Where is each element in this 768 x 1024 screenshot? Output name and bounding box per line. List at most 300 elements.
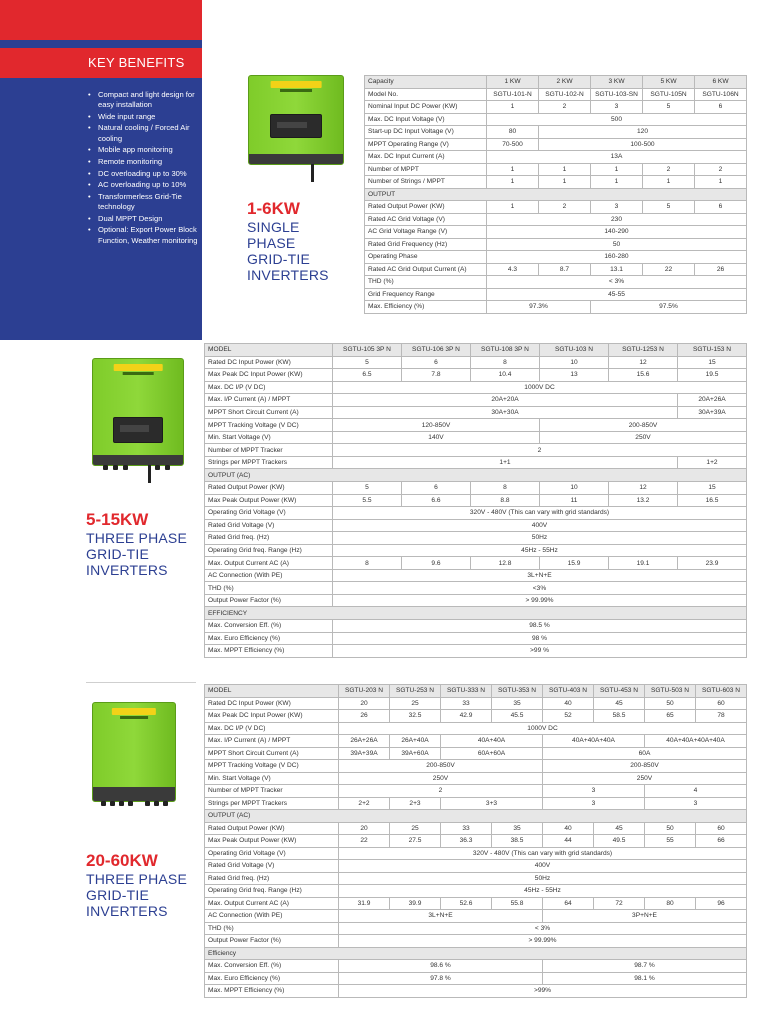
value-cell: 20 [339,697,390,710]
value-cell: 38.5 [492,835,543,848]
value-cell: 200-850V [339,760,543,773]
value-cell: 250V [543,772,747,785]
value-cell: 27.5 [390,835,441,848]
table-row [205,760,747,773]
value-cell: SGTU-108 3P N [471,344,540,357]
table-row [365,276,747,289]
value-cell: >99% [339,985,747,998]
row-label-cell: Output Power Factor (%) [205,594,333,607]
row-label-cell: Max. MPPT Efficiency (%) [205,985,339,998]
table-row [205,519,747,532]
section2-subtitle-line: THREE PHASE [86,530,187,546]
value-cell: 45.5 [492,710,543,723]
table-row [205,569,747,582]
table-row [205,785,747,798]
benefit-item: • Optional: Export Power Block Function, Weather monitoring [88,225,202,245]
row-label-cell: Strings per MPPT Trackers [205,797,339,810]
value-cell: 250V [339,772,543,785]
value-cell: 97.8 % [339,972,543,985]
table-row [205,910,747,923]
value-cell: 12 [609,356,678,369]
value-cell: 250V [540,431,747,444]
value-cell: 1 [695,176,747,189]
value-cell: 35 [492,697,543,710]
row-label-cell: Output Power Factor (%) [205,935,339,948]
value-cell: 2 [539,101,591,114]
table-row [205,507,747,520]
value-cell: 4.3 [487,263,539,276]
value-cell: 13A [487,151,747,164]
value-cell: 3L+N+E [339,910,543,923]
table-row [205,835,747,848]
row-label-cell: Grid Frequency Range [365,288,487,301]
row-label-cell: Max. DC Input Voltage (V) [365,113,487,126]
section-header-cell: OUTPUT (AC) [205,810,747,823]
section1-subtitle-line: SINGLE [247,219,300,235]
display-screen [113,417,163,443]
value-cell: 19.1 [609,557,678,570]
connector [113,465,118,470]
row-label-cell: Model No. [365,88,487,101]
connector [128,801,133,806]
table-row [205,735,747,748]
table-row [365,163,747,176]
value-cell: 26A+40A [390,735,441,748]
section1-subtitle-line: GRID-TIE [247,251,311,267]
table-row [205,797,747,810]
value-cell: 3 [591,201,643,214]
value-cell: SGTU-203 N [339,685,390,698]
row-label-cell: Start-up DC Input Voltage (V) [365,126,487,139]
value-cell: 33 [441,822,492,835]
table-row [205,747,747,760]
value-cell: 39A+60A [390,747,441,760]
value-cell: 30A+39A [678,406,747,419]
table-row [365,151,747,164]
value-cell: SGTU-106 3P N [402,344,471,357]
value-cell: <3% [333,582,747,595]
row-label-cell: Rated Grid freq. (Hz) [205,532,333,545]
value-cell: 52 [543,710,594,723]
row-label-cell: Nominal Input DC Power (KW) [365,101,487,114]
value-cell: 39A+39A [339,747,390,760]
value-cell: 40A+40A+40A [543,735,645,748]
row-label-cell: MPPT Operating Range (V) [365,138,487,151]
value-cell: 33 [441,697,492,710]
benefit-item: • DC overloading up to 30% [88,169,202,179]
value-cell: 40 [543,822,594,835]
value-cell: SGTU-101-N [487,88,539,101]
table-row [205,494,747,507]
value-cell: 50 [645,822,696,835]
value-cell: SGTU-333 N [441,685,492,698]
brand-tagline [280,89,312,92]
connector [101,801,106,806]
table-row [205,469,747,482]
value-cell: 40A+40A+40A+40A [645,735,747,748]
row-label-cell: Number of MPPT Tracker [205,785,339,798]
value-cell: 3 [645,797,747,810]
section1-subtitle-line: INVERTERS [247,267,329,283]
table-row [365,226,747,239]
table-row [205,482,747,495]
value-cell: 6 KW [695,76,747,89]
section3-heading [86,851,187,919]
value-cell: 45-55 [487,288,747,301]
table-row [205,960,747,973]
row-label-cell: AC Connection (With PE) [205,910,339,923]
value-cell: 35 [492,822,543,835]
value-cell: 1 [487,163,539,176]
table-row [205,822,747,835]
value-cell: 55.8 [492,897,543,910]
row-label-cell: Max. Euro Efficiency (%) [205,972,339,985]
value-cell: 140V [333,431,540,444]
value-cell: SGTU-105 3P N [333,344,402,357]
table-row [205,620,747,633]
value-cell: 8 [471,482,540,495]
value-cell: 42.9 [441,710,492,723]
row-label-cell: Rated DC Input Power (KW) [205,356,333,369]
value-cell: 20A+26A [678,394,747,407]
table-row [205,810,747,823]
value-cell: 1000V DC [339,722,747,735]
value-cell: < 3% [339,922,747,935]
table-row [365,263,747,276]
benefit-item: • Mobile app monitoring [88,145,202,155]
value-cell: 6.6 [402,494,471,507]
row-label-cell: Rated AC Grid Voltage (V) [365,213,487,226]
spec-table-1-6kw [364,75,747,314]
row-label-cell: Max Peak Output Power (KW) [205,494,333,507]
three-phase-inverter-20-60kw-image [92,702,176,802]
value-cell: 16.5 [678,494,747,507]
row-label-cell: Max. Euro Efficiency (%) [205,632,333,645]
table-row [205,632,747,645]
value-cell: 15.6 [609,369,678,382]
value-cell: SGTU-1253 N [609,344,678,357]
value-cell: SGTU-103 N [540,344,609,357]
value-cell: 22 [643,263,695,276]
row-label-cell: MPPT Tracking Voltage (V DC) [205,760,339,773]
table-row [205,456,747,469]
table-row [205,697,747,710]
value-cell: 8.7 [539,263,591,276]
value-cell: 96 [696,897,747,910]
row-label-cell: Number of MPPT [365,163,487,176]
value-cell: 36.3 [441,835,492,848]
table-row [205,885,747,898]
value-cell: 15.9 [540,557,609,570]
connector [154,801,159,806]
row-label-cell: Max Peak Output Power (KW) [205,835,339,848]
value-cell: SGTU-453 N [594,685,645,698]
value-cell: 45 [594,697,645,710]
display-screen [270,114,323,138]
value-cell: 65 [645,710,696,723]
value-cell: SGTU-353 N [492,685,543,698]
value-cell: SGTU-106N [695,88,747,101]
connector [145,801,150,806]
value-cell: 2 [339,785,543,798]
section3-power-range: 20-60KW [86,851,158,870]
row-label-cell: THD (%) [205,582,333,595]
table-row [205,419,747,432]
value-cell: 3L+N+E [333,569,747,582]
section3-subtitle-line: GRID-TIE [86,887,150,903]
value-cell: SGTU-103-SN [591,88,643,101]
value-cell: 400V [333,519,747,532]
row-label-cell: Max. Conversion Eff. (%) [205,620,333,633]
value-cell: 45Hz - 55Hz [333,544,747,557]
value-cell: 25 [390,697,441,710]
value-cell: 15 [678,356,747,369]
table-row [205,872,747,885]
value-cell: 98.1 % [543,972,747,985]
connector [123,465,128,470]
table-row [205,645,747,658]
section2-subtitle-line: INVERTERS [86,562,168,578]
value-cell: 55 [645,835,696,848]
value-cell: 60A [543,747,747,760]
row-label-cell: MODEL [205,685,339,698]
value-cell: 200-850V [543,760,747,773]
value-cell: 58.5 [594,710,645,723]
table-row [365,76,747,89]
row-label-cell: Capacity [365,76,487,89]
row-label-cell: Max. Efficiency (%) [365,301,487,314]
value-cell: 3P+N+E [543,910,747,923]
connector [163,801,168,806]
single-phase-inverter-image [248,75,344,165]
key-benefits-title: KEY BENEFITS [88,55,185,70]
value-cell: 30A+30A [333,406,678,419]
table-row [365,188,747,201]
table-row [205,897,747,910]
value-cell: 400V [339,860,747,873]
value-cell: 78 [696,710,747,723]
value-cell: 100-500 [539,138,747,151]
benefit-item: • AC overloading up to 10% [88,180,202,190]
value-cell: 13.2 [609,494,678,507]
section-header-cell: OUTPUT [365,188,747,201]
row-label-cell: Max. Output Current AC (A) [205,897,339,910]
table-row [205,685,747,698]
benefit-item: • Transformerless Grid-Tie technology [88,192,202,212]
value-cell: SGTU-253 N [390,685,441,698]
value-cell: 2 [643,163,695,176]
row-label-cell: Rated Grid Voltage (V) [205,860,339,873]
table-row [205,381,747,394]
value-cell: 1 KW [487,76,539,89]
table-row [205,544,747,557]
value-cell: 10 [540,482,609,495]
table-row [205,947,747,960]
value-cell: 98 % [333,632,747,645]
value-cell: 6.5 [333,369,402,382]
value-cell: 5.5 [333,494,402,507]
table-row [205,356,747,369]
value-cell: 20A+20A [333,394,678,407]
table-row [205,860,747,873]
row-label-cell: Max. Conversion Eff. (%) [205,960,339,973]
row-label-cell: Max. DC I/P (V DC) [205,722,339,735]
table-row [365,138,747,151]
value-cell: SGTU-503 N [645,685,696,698]
value-cell: 8 [471,356,540,369]
value-cell: 320V - 480V (This can vary with grid standards) [333,507,747,520]
value-cell: 50Hz [339,872,747,885]
row-label-cell: Max Peak DC Input Power (KW) [205,710,339,723]
value-cell: 97.3% [487,301,591,314]
value-cell: 5 [333,356,402,369]
section1-heading [247,199,329,283]
value-cell: 2 KW [539,76,591,89]
value-cell: 4 [645,785,747,798]
value-cell: 6 [402,482,471,495]
row-label-cell: Rated Grid Frequency (Hz) [365,238,487,251]
value-cell: 50 [645,697,696,710]
row-label-cell: Operating Grid freq. Range (Hz) [205,885,339,898]
row-label-cell: Rated Output Power (KW) [365,201,487,214]
value-cell: 1 [539,176,591,189]
row-label-cell: Rated Grid Voltage (V) [205,519,333,532]
table-row [205,607,747,620]
section1-power-range: 1-6KW [247,199,300,218]
value-cell: 1+1 [333,456,678,469]
table-row [205,772,747,785]
value-cell: 19.5 [678,369,747,382]
value-cell: SGTU-102-N [539,88,591,101]
value-cell: 2 [539,201,591,214]
table-row [365,201,747,214]
value-cell: 98.6 % [339,960,543,973]
value-cell: SGTU-403 N [543,685,594,698]
row-label-cell: MPPT Short Circuit Current (A) [205,406,333,419]
value-cell: 60 [696,822,747,835]
value-cell: 98.5 % [333,620,747,633]
table-row [205,532,747,545]
row-label-cell: Number of MPPT Tracker [205,444,333,457]
table-row [205,922,747,935]
cable [311,164,314,182]
row-label-cell: THD (%) [365,276,487,289]
table-row [365,126,747,139]
value-cell: 31.9 [339,897,390,910]
table-row [365,238,747,251]
table-row [205,431,747,444]
value-cell: 11 [540,494,609,507]
three-phase-inverter-5-15kw-image [92,358,184,466]
value-cell: 50Hz [333,532,747,545]
value-cell: 12 [609,482,678,495]
benefit-item: • Remote monitoring [88,157,202,167]
value-cell: 1 [487,176,539,189]
value-cell: 60 [696,697,747,710]
value-cell: 2 [695,163,747,176]
table-row [365,88,747,101]
value-cell: 2 [333,444,747,457]
section-header-cell: Efficiency [205,947,747,960]
value-cell: 10 [540,356,609,369]
value-cell: 6 [695,201,747,214]
value-cell: 26 [695,263,747,276]
value-cell: 6 [402,356,471,369]
value-cell: 120 [539,126,747,139]
value-cell: 2+2 [339,797,390,810]
value-cell: 160-280 [487,251,747,264]
value-cell: 1000V DC [333,381,747,394]
value-cell: 70-500 [487,138,539,151]
connector [110,801,115,806]
value-cell: 3 [591,101,643,114]
value-cell: > 99.99% [339,935,747,948]
table-row [205,344,747,357]
inverter-base [93,787,175,801]
divider [86,682,196,683]
row-label-cell: Max. MPPT Efficiency (%) [205,645,333,658]
cable [148,465,151,483]
row-label-cell: Operating Grid Voltage (V) [205,847,339,860]
brand-logo [271,81,322,88]
row-label-cell: Max Peak DC Input Power (KW) [205,369,333,382]
value-cell: 49.5 [594,835,645,848]
value-cell: 25 [390,822,441,835]
value-cell: 8.8 [471,494,540,507]
row-label-cell: Rated AC Grid Output Current (A) [365,263,487,276]
value-cell: 60A+60A [441,747,543,760]
row-label-cell: Max. I/P Current (A) / MPPT [205,394,333,407]
benefit-item: • Wide input range [88,112,202,122]
row-label-cell: Strings per MPPT Trackers [205,456,333,469]
value-cell: 1+2 [678,456,747,469]
value-cell: 52.6 [441,897,492,910]
connector [119,801,124,806]
section3-subtitle-line: INVERTERS [86,903,168,919]
value-cell: 1 [487,201,539,214]
value-cell: 8 [333,557,402,570]
table-row [365,301,747,314]
section2-heading [86,510,187,578]
value-cell: 1 [643,176,695,189]
table-row [365,288,747,301]
table-row [205,722,747,735]
row-label-cell: Rated Grid freq. (Hz) [205,872,339,885]
value-cell: < 3% [487,276,747,289]
benefit-item: • Compact and light design for easy installation [88,90,202,110]
value-cell: 3 [543,797,645,810]
value-cell: 3 KW [591,76,643,89]
table-row [205,557,747,570]
value-cell: 9.6 [402,557,471,570]
table-row [205,444,747,457]
value-cell: 5 [643,101,695,114]
table-row [205,935,747,948]
value-cell: 20 [339,822,390,835]
row-label-cell: Operating Grid Voltage (V) [205,507,333,520]
value-cell: 32.5 [390,710,441,723]
value-cell: 23.9 [678,557,747,570]
row-label-cell: Max. DC Input Current (A) [365,151,487,164]
row-label-cell: Rated Output Power (KW) [205,822,339,835]
row-label-cell: AC Connection (With PE) [205,569,333,582]
row-label-cell: AC Grid Voltage Range (V) [365,226,487,239]
value-cell: 22 [339,835,390,848]
value-cell: 97.5% [591,301,747,314]
row-label-cell: Max. I/P Current (A) / MPPT [205,735,339,748]
table-row [205,985,747,998]
value-cell: 200-850V [540,419,747,432]
